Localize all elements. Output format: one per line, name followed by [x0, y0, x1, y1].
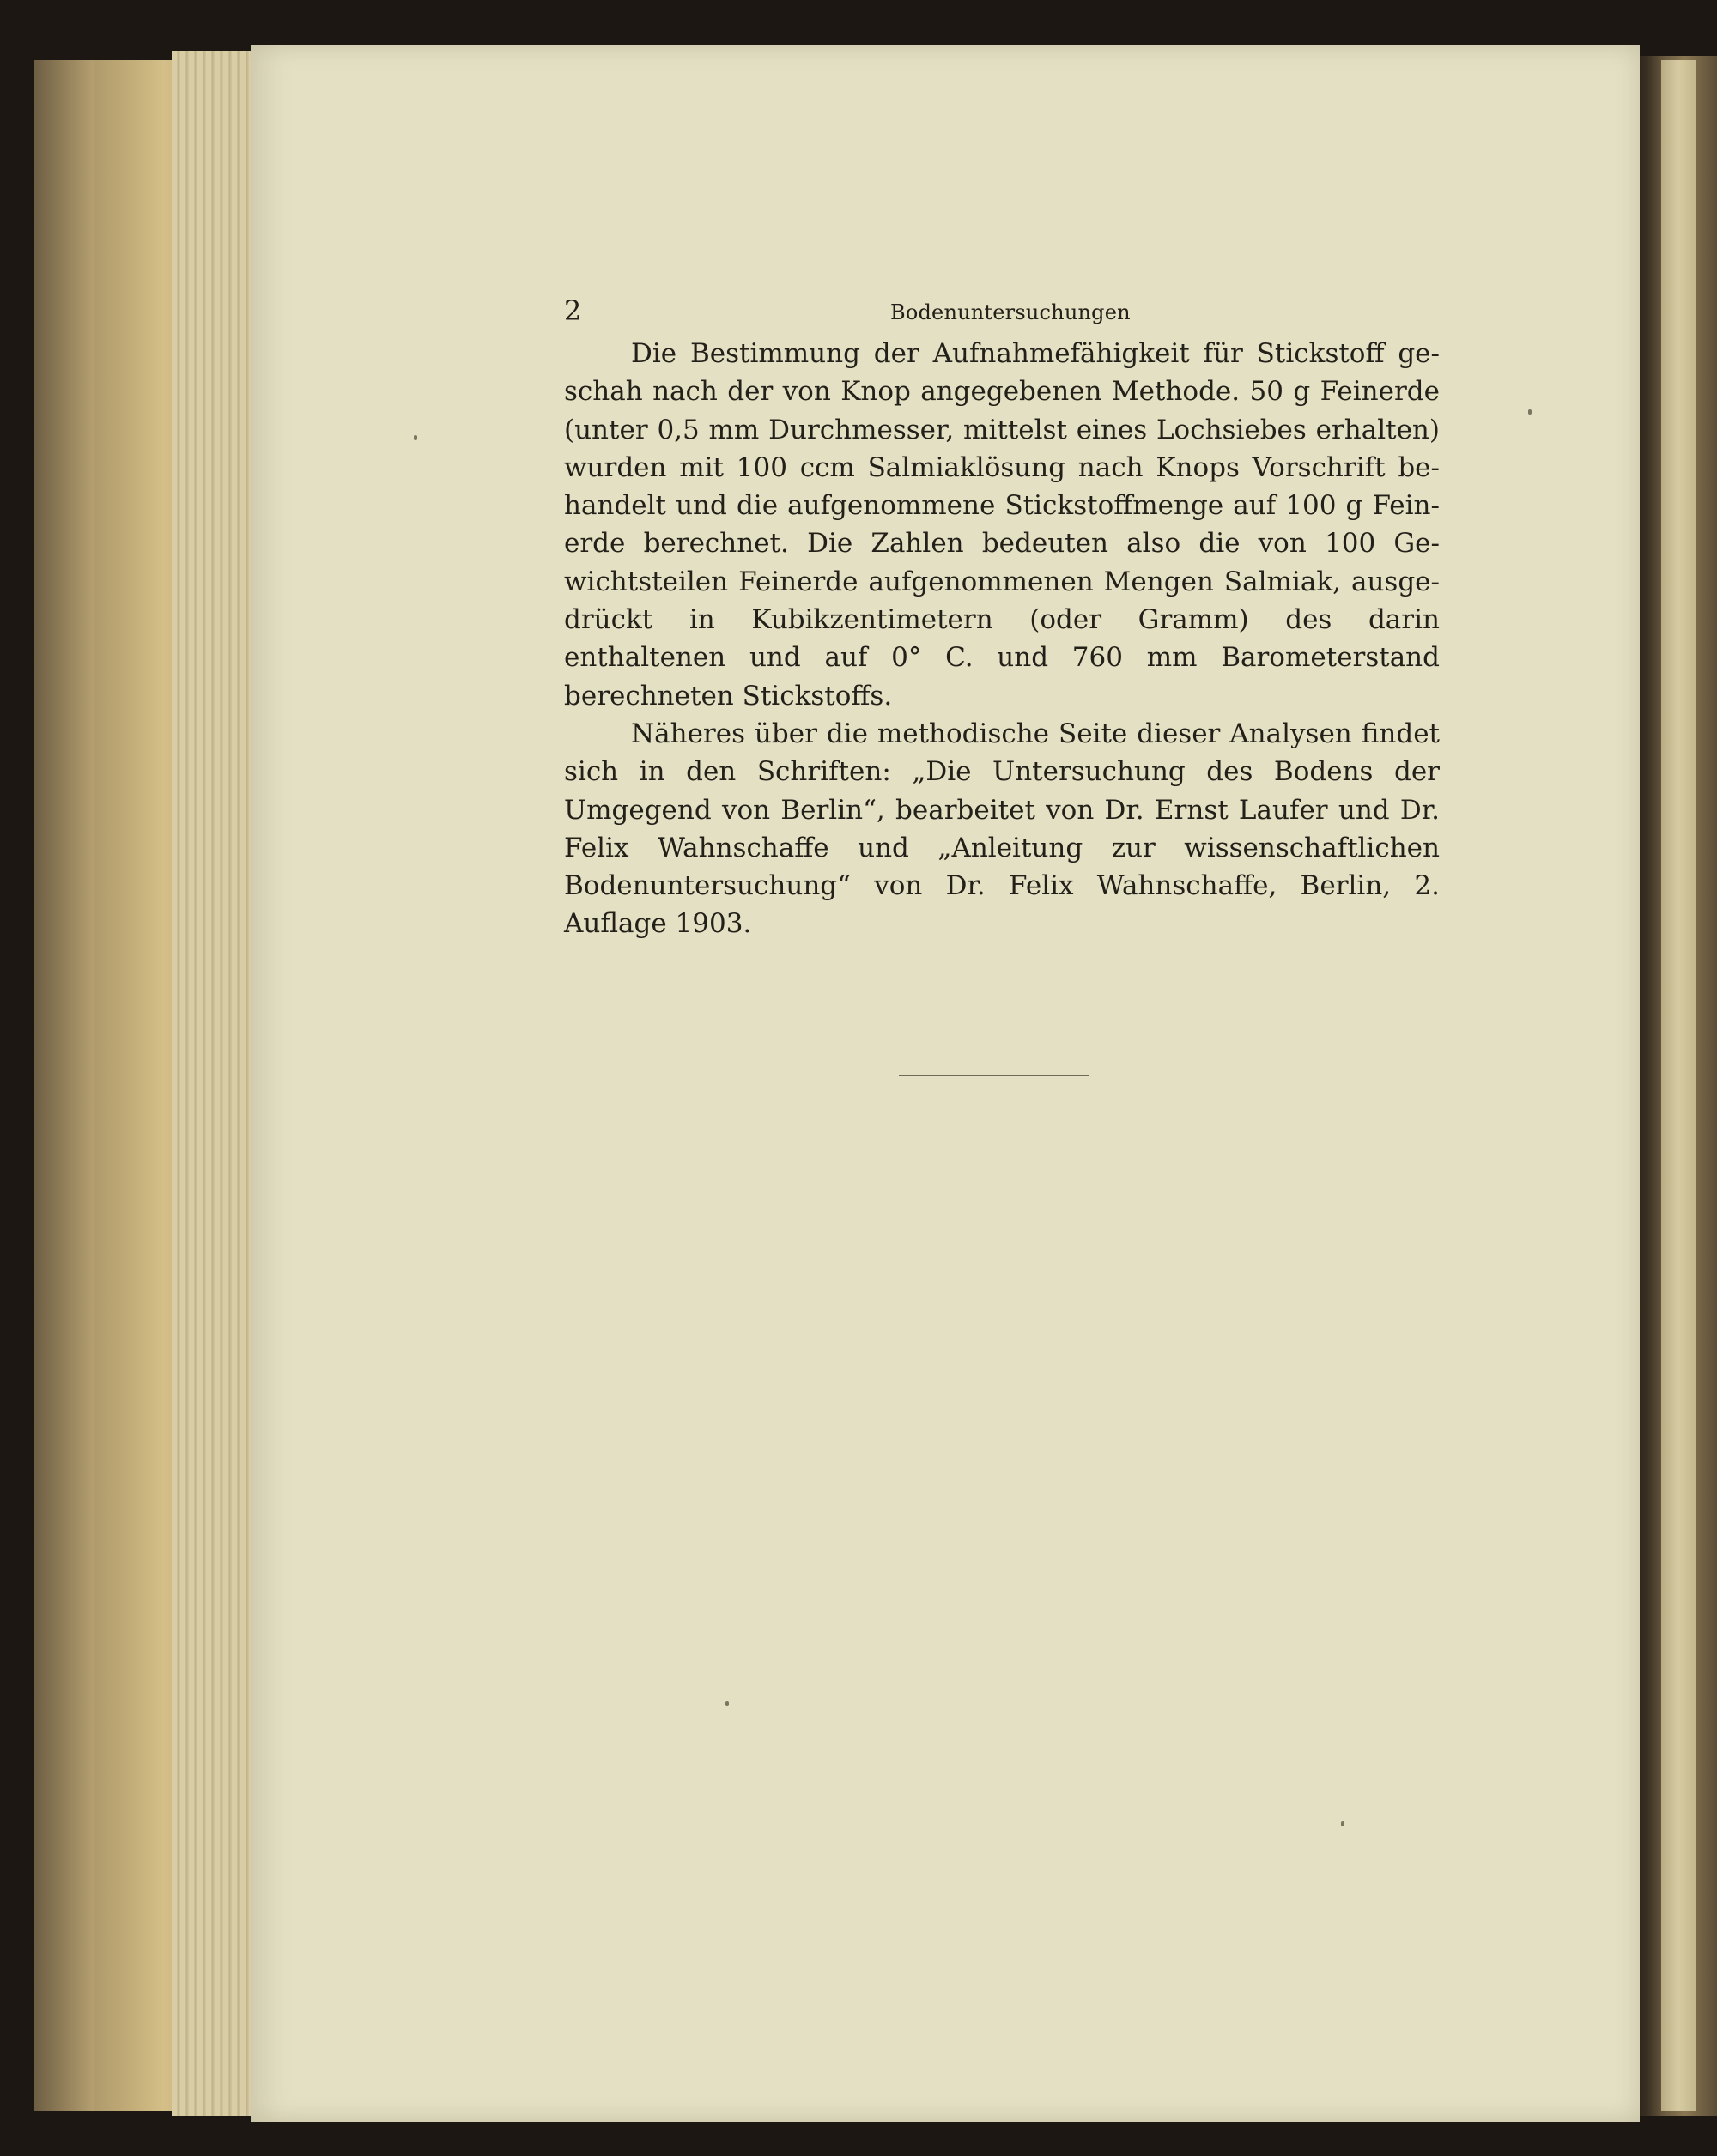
body-text — [564, 335, 1440, 943]
next-page-sliver — [1661, 60, 1696, 2111]
page-number: 2 — [564, 294, 582, 327]
paragraph-references: Näheres über die methodische Seite dieser Analysen findet sich in den Schriften: „Die Untersuchung des Bodens der Umgegend von Berlin“, bearbeitet von Dr. Ernst Laufer und Dr. Felix Wahnschaffe und „Anleitung zur wissenschaftlichen Bodenuntersuchung“ von Dr. Felix Wahnschaffe, Berlin, 2. Auflage 1903. — [564, 718, 1440, 940]
paper-speck — [1528, 409, 1532, 415]
section-end-rule — [899, 1075, 1089, 1076]
page-content — [564, 294, 1440, 943]
running-head — [564, 294, 1440, 328]
paper-speck — [414, 435, 417, 440]
running-title: Bodenuntersuchungen — [890, 300, 1131, 324]
page-stack-edges — [172, 51, 253, 2116]
book-block-shadow — [34, 60, 94, 2111]
paper-speck — [1341, 1821, 1344, 1826]
book-page — [251, 45, 1640, 2122]
paragraph-methods: Die Bestimmung der Aufnahmefähigkeit für Stickstoff ge-schah nach der von Knop angegebenen Methode. 50 g Feinerde (unter 0,5 mm Durchmesser, mittelst eines Lochsiebes erhalten) wurden mit 100 ccm Salmiaklösung nach Knops Vorschrift be-handelt und die aufgenommene Stickstoffmenge auf 100 g Fein-erde berechnet. Die Zahlen bedeuten also die von 100 Ge-wichtsteilen Feinerde aufgenommenen Mengen Salmiak, ausge-drückt in Kubikzentimetern (oder Gramm) des darin enthaltenen und auf 0° C. und 760 mm Barometerstand berechneten Stickstoffs. — [564, 338, 1440, 712]
paper-speck — [725, 1701, 729, 1706]
